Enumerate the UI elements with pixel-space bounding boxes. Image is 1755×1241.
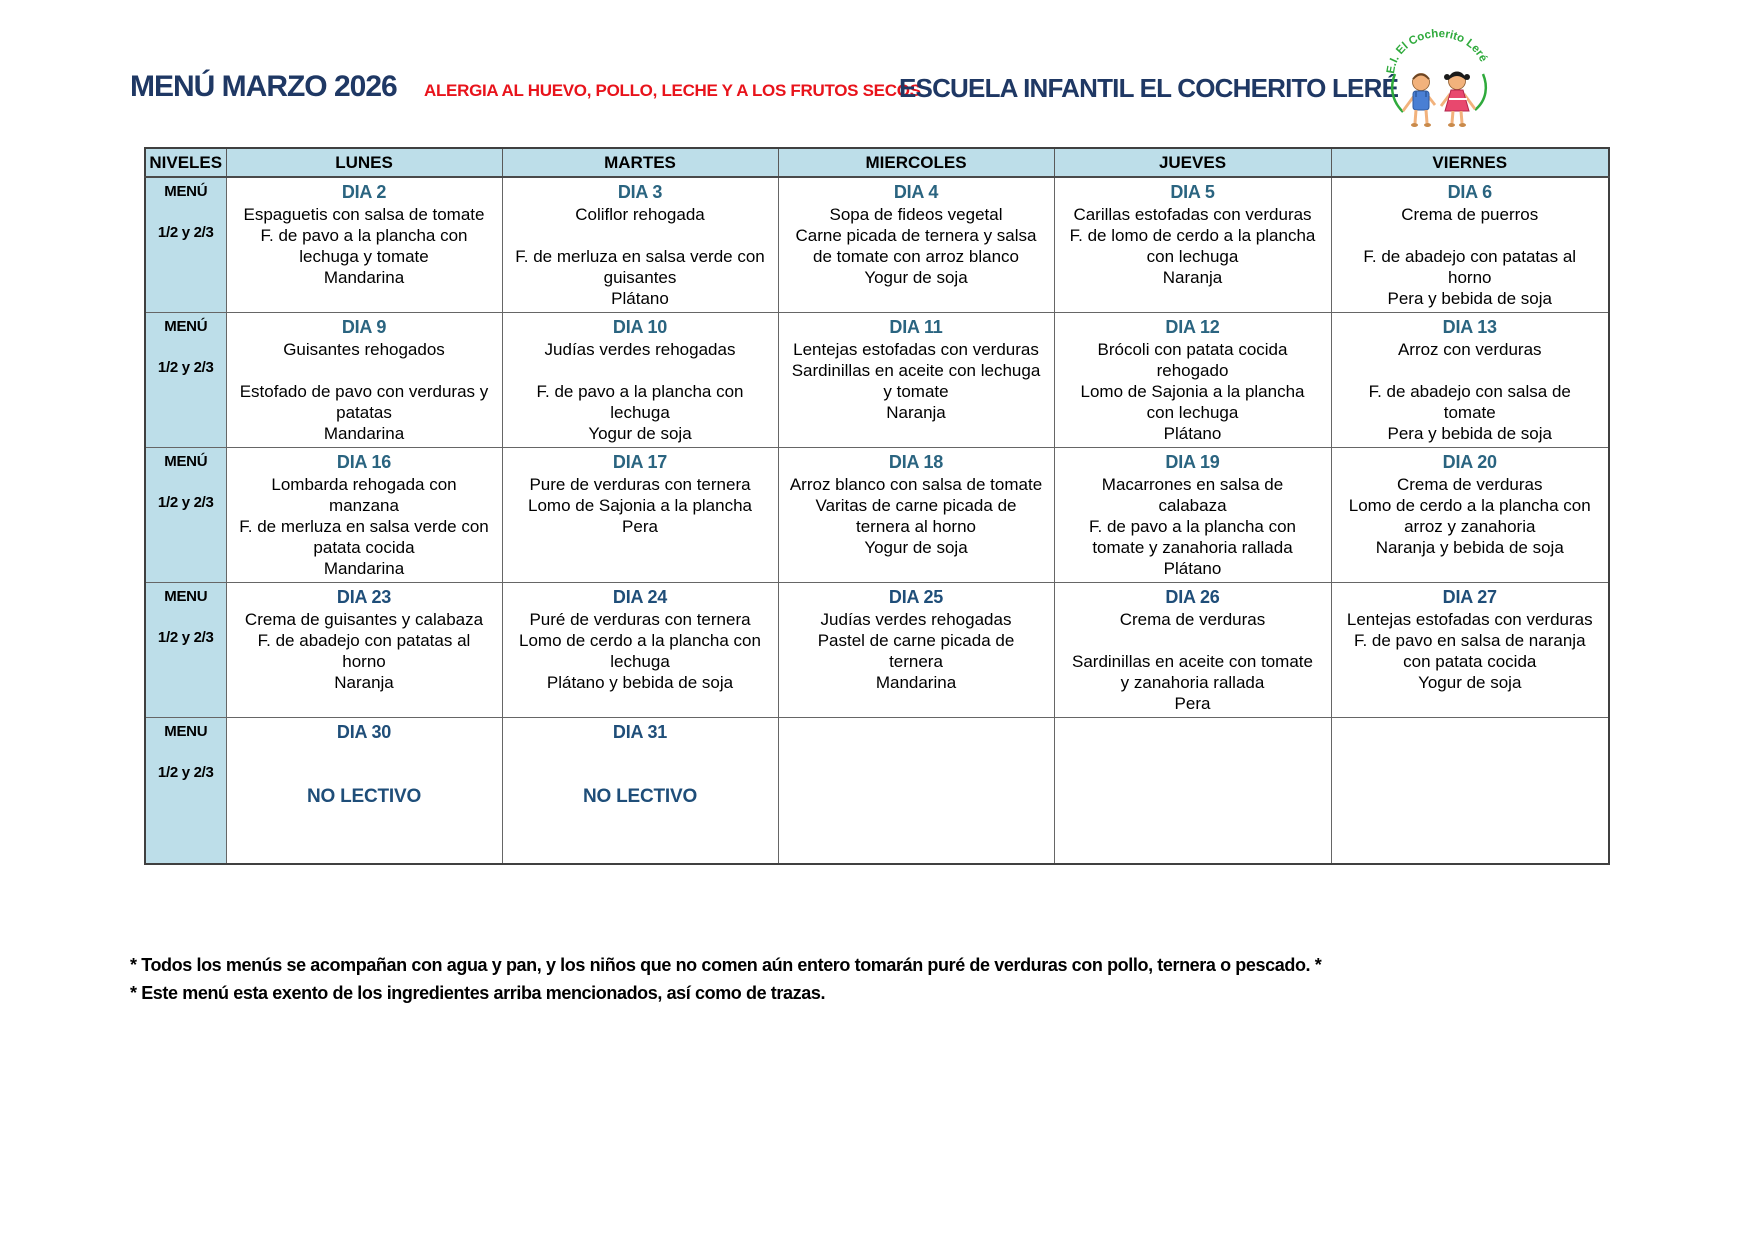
menu-item: [514, 360, 767, 381]
menu-item: Mandarina: [323, 424, 405, 443]
column-header: LUNES: [226, 148, 502, 177]
menu-item: Crema de guisantes y calabaza: [244, 610, 484, 629]
footnote-line: * Todos los menús se acompañan con agua y pan, y los niños que no comen aún entero tomarán puré de verduras con pollo, ternera o pescado. *: [130, 955, 1322, 975]
menu-week-row: [145, 718, 1609, 864]
day-number: DIA 9: [341, 317, 387, 337]
menu-item: Naranja: [334, 673, 394, 692]
menu-item: F. de abadejo con salsa de tomate: [1368, 382, 1571, 422]
level-cell: [145, 583, 226, 718]
menu-item: F. de pavo a la plancha con lechuga y tomate: [260, 226, 468, 266]
menu-item: Lentejas estofadas con verduras: [793, 340, 1039, 359]
level-label: MENÚ: [164, 318, 208, 335]
day-number: DIA 5: [1170, 182, 1215, 202]
menu-item: F. de pavo a la plancha con tomate y zanahoria rallada: [1089, 517, 1296, 557]
day-number: DIA 11: [889, 317, 943, 337]
menu-item: [1066, 630, 1320, 651]
day-number: DIA 17: [612, 452, 668, 472]
menu-day-cell: [1054, 583, 1331, 718]
menu-item: F. de merluza en salsa verde con guisantes: [515, 247, 765, 287]
menu-day-cell: [1331, 177, 1609, 313]
day-number: DIA 25: [888, 587, 944, 607]
menu-day-cell: [1054, 718, 1331, 864]
menu-item: Lomo de Sajonia a la plancha con lechuga: [1080, 382, 1305, 422]
menu-item: F. de merluza en salsa verde con patata cocida: [239, 517, 489, 557]
menu-day-cell: [226, 448, 502, 583]
column-header: VIERNES: [1331, 148, 1609, 177]
menu-day-cell: [502, 583, 778, 718]
menu-day-cell: [226, 718, 502, 864]
day-number: DIA 24: [612, 587, 668, 607]
level-cell: [145, 448, 226, 583]
menu-item: Naranja: [886, 403, 946, 422]
logo-kid-right-icon: [1441, 72, 1475, 127]
menu-item: Pastel de carne picada de ternera: [817, 631, 1015, 671]
menu-week-row: [145, 177, 1609, 313]
column-header-row: [145, 148, 1609, 177]
menu-item: Mandarina: [875, 673, 957, 692]
menu-item: Judías verdes rehogadas: [820, 610, 1012, 629]
menu-item: Naranja: [1162, 268, 1223, 287]
menu-day-cell: [226, 583, 502, 718]
menu-day-cell: [1331, 718, 1609, 864]
menu-day-cell: [502, 313, 778, 448]
menu-item: Pera: [622, 517, 658, 536]
menu-item: F. de pavo a la plancha con lechuga: [536, 382, 744, 422]
level-label: MENU: [164, 588, 208, 605]
menu-item: Estofado de pavo con verduras y patatas: [239, 382, 489, 422]
menu-day-cell: [1054, 448, 1331, 583]
footnotes: [130, 951, 1480, 1007]
group-label: 1/2 y 2/3: [157, 359, 214, 376]
menu-week-row: [145, 313, 1609, 448]
menu-item: Yogur de soja: [1418, 673, 1522, 692]
menu-item: Puré de verduras con ternera: [529, 610, 751, 629]
school-name: ESCUELA INFANTIL EL COCHERITO LERÉ: [899, 73, 1399, 103]
menu-day-cell: [502, 448, 778, 583]
menu-item: Plátano y bebida de soja: [546, 673, 734, 692]
logo-kid-left-icon: [1403, 74, 1435, 128]
menu-item: [514, 225, 767, 246]
no-lectivo-note: NO LECTIVO: [582, 786, 698, 807]
menu-day-cell: [778, 583, 1054, 718]
menu-item: Mandarina: [323, 268, 405, 287]
menu-item: Guisantes rehogados: [283, 340, 445, 359]
menu-day-cell: [226, 313, 502, 448]
day-number: DIA 10: [612, 317, 668, 337]
menu-item: Plátano: [1163, 559, 1222, 578]
menu-item: Naranja y bebida de soja: [1375, 538, 1564, 557]
menu-day-cell: [778, 718, 1054, 864]
menu-day-cell: [226, 177, 502, 313]
level-label: MENÚ: [164, 183, 208, 200]
group-label: 1/2 y 2/3: [157, 629, 214, 646]
level-cell: [145, 718, 226, 864]
menu-item: Crema de puerros: [1401, 205, 1539, 224]
menu-item: Yogur de soja: [588, 424, 692, 443]
allergy-notice: ALERGIA AL HUEVO, POLLO, LECHE Y A LOS FRUTOS SECOS: [424, 81, 921, 100]
day-number: DIA 12: [1165, 317, 1220, 337]
level-cell: [145, 177, 226, 313]
menu-item: Lomo de cerdo a la plancha con lechuga: [519, 631, 761, 671]
footnote-line: * Este menú esta exento de los ingredientes arriba mencionados, así como de trazas.: [130, 983, 826, 1003]
menu-item: Sardinillas en aceite con tomate y zanahoria rallada: [1072, 652, 1313, 692]
group-label: 1/2 y 2/3: [157, 224, 214, 241]
menu-item: Lomo de Sajonia a la plancha: [528, 496, 752, 515]
menu-item: Yogur de soja: [864, 268, 968, 287]
day-number: DIA 27: [1442, 587, 1497, 607]
menu-day-cell: [778, 448, 1054, 583]
menu-item: Crema de verduras: [1119, 610, 1266, 629]
menu-item: Plátano: [1163, 424, 1222, 443]
menu-item: Carillas estofadas con verduras: [1073, 205, 1312, 224]
day-number: DIA 13: [1442, 317, 1497, 337]
menu-item: Brócoli con patata cocida rehogado: [1097, 340, 1288, 380]
day-number: DIA 19: [1165, 452, 1220, 472]
menu-week-row: [145, 448, 1609, 583]
menu-day-cell: [1331, 313, 1609, 448]
menu-item: Pera y bebida de soja: [1387, 289, 1552, 308]
menu-table-body: [145, 177, 1609, 864]
menu-item: Pera y bebida de soja: [1387, 424, 1552, 443]
group-label: 1/2 y 2/3: [157, 494, 214, 511]
menu-day-cell: [502, 177, 778, 313]
menu-item: F. de lomo de cerdo a la plancha con lechuga: [1069, 226, 1316, 266]
menu-item: Arroz con verduras: [1397, 340, 1542, 359]
column-header: MARTES: [502, 148, 778, 177]
menu-day-cell: [1054, 313, 1331, 448]
logo-arc-text: E.I. El Cocherito Leré: [1384, 28, 1490, 75]
menu-item: Sardinillas en aceite con lechuga y tomate: [791, 361, 1041, 401]
menu-item: Macarrones en salsa de calabaza: [1101, 475, 1284, 515]
menu-item: [1343, 225, 1598, 246]
menu-item: [1343, 360, 1598, 381]
column-header: MIERCOLES: [778, 148, 1054, 177]
menu-item: Pure de verduras con ternera: [529, 475, 751, 494]
day-number: DIA 3: [617, 182, 663, 202]
menu-item: Yogur de soja: [864, 538, 968, 557]
column-header: NIVELES: [145, 148, 226, 177]
menu-item: Plátano: [611, 289, 669, 308]
day-number: DIA 30: [336, 722, 392, 742]
menu-item: Carne picada de ternera y salsa de tomate con arroz blanco: [795, 226, 1037, 266]
group-label: 1/2 y 2/3: [157, 764, 214, 781]
menu-day-cell: [502, 718, 778, 864]
menu-item: Coliflor rehogada: [575, 205, 705, 224]
column-header: JUEVES: [1054, 148, 1331, 177]
menu-item: Mandarina: [323, 559, 405, 578]
menu-item: Judías verdes rehogadas: [544, 340, 736, 359]
menu-item: Pera: [1174, 694, 1211, 713]
menu-item: F. de abadejo con patatas al horno: [257, 631, 471, 671]
level-cell: [145, 313, 226, 448]
day-number: DIA 6: [1447, 182, 1492, 202]
menu-day-cell: [1331, 448, 1609, 583]
menu-day-cell: [778, 313, 1054, 448]
menu-item: Lombarda rehogada con manzana: [271, 475, 457, 515]
menu-item: Espaguetis con salsa de tomate: [243, 205, 485, 224]
menu-item: Arroz blanco con salsa de tomate: [789, 475, 1043, 494]
level-label: MENÚ: [164, 453, 208, 470]
menu-item: Lentejas estofadas con verduras: [1346, 610, 1593, 629]
menu-week-row: [145, 583, 1609, 718]
day-number: DIA 18: [888, 452, 944, 472]
menu-item: Crema de verduras: [1396, 475, 1543, 494]
menu-item: F. de abadejo con patatas al horno: [1363, 247, 1577, 287]
school-logo: [1383, 10, 1495, 130]
menu-item: Sopa de fideos vegetal: [829, 205, 1003, 224]
day-number: DIA 26: [1165, 587, 1220, 607]
menu-item: Varitas de carne picada de ternera al horno: [815, 496, 1017, 536]
day-number: DIA 16: [336, 452, 392, 472]
menu-day-cell: [778, 177, 1054, 313]
day-number: DIA 20: [1442, 452, 1497, 472]
menu-day-cell: [1054, 177, 1331, 313]
menu-item: [238, 360, 491, 381]
menu-table: [144, 147, 1610, 865]
level-label: MENU: [164, 723, 208, 740]
day-number: DIA 31: [612, 722, 668, 742]
page-title: MENÚ MARZO 2026: [130, 70, 397, 103]
day-number: DIA 4: [893, 182, 939, 202]
day-number: DIA 2: [341, 182, 387, 202]
day-number: DIA 23: [336, 587, 392, 607]
menu-day-cell: [1331, 583, 1609, 718]
menu-item: Lomo de cerdo a la plancha con arroz y zanahoria: [1348, 496, 1591, 536]
no-lectivo-note: NO LECTIVO: [306, 786, 422, 807]
menu-item: F. de pavo en salsa de naranja con patata cocida: [1353, 631, 1586, 671]
